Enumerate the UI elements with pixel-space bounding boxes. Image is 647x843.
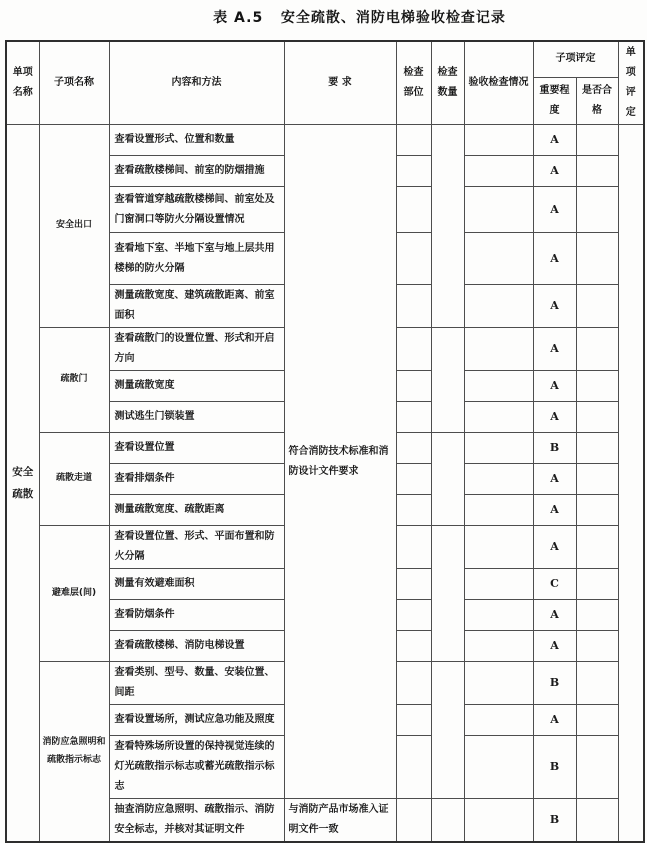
check-quantity-cell: [431, 799, 464, 843]
content-method-cell: 查看疏散楼梯、消防电梯设置: [109, 631, 284, 662]
qualified-cell: [576, 662, 618, 705]
item-name-cell: 安全疏散: [6, 125, 39, 843]
qualified-cell: [576, 285, 618, 328]
check-location-cell: [396, 569, 431, 600]
check-location-cell: [396, 371, 431, 402]
importance-cell: B: [533, 799, 576, 843]
importance-cell: B: [533, 736, 576, 799]
importance-cell: A: [533, 233, 576, 285]
importance-cell: A: [533, 371, 576, 402]
qualified-cell: [576, 371, 618, 402]
importance-cell: A: [533, 328, 576, 371]
content-method-cell: 测量疏散宽度: [109, 371, 284, 402]
check-location-cell: [396, 156, 431, 187]
header-row-1: [6, 41, 644, 77]
check-location-cell: [396, 705, 431, 736]
acceptance-status-cell: [464, 233, 533, 285]
check-location-cell: [396, 433, 431, 464]
check-quantity-cell: [431, 328, 464, 433]
item-eval-cell: [618, 125, 644, 843]
content-method-cell: 抽查消防应急照明、疏散指示、消防安全标志，并核对其证明文件: [109, 799, 284, 843]
content-method-cell: 查看类别、型号、数量、安装位置、间距: [109, 662, 284, 705]
importance-cell: A: [533, 495, 576, 526]
content-method-cell: 查看设置位置、形式、平面布置和防火分隔: [109, 526, 284, 569]
qualified-cell: [576, 705, 618, 736]
content-method-cell: 查看设置形式、位置和数量: [109, 125, 284, 156]
content-method-cell: 查看管道穿越疏散楼梯间、前室处及门窗洞口等防火分隔设置情况: [109, 187, 284, 233]
requirement-last-cell: 与消防产品市场准入证明文件一致: [284, 799, 396, 843]
check-location-cell: [396, 736, 431, 799]
check-location-cell: [396, 233, 431, 285]
col-header-check-quantity: 检查数量: [431, 41, 464, 125]
qualified-cell: [576, 433, 618, 464]
acceptance-status-cell: [464, 285, 533, 328]
qualified-cell: [576, 233, 618, 285]
acceptance-status-cell: [464, 402, 533, 433]
importance-cell: A: [533, 285, 576, 328]
acceptance-status-cell: [464, 371, 533, 402]
table-row: [6, 125, 644, 156]
content-method-cell: 查看疏散门的设置位置、形式和开启方向: [109, 328, 284, 371]
qualified-cell: [576, 464, 618, 495]
check-location-cell: [396, 495, 431, 526]
importance-cell: A: [533, 187, 576, 233]
qualified-cell: [576, 187, 618, 233]
acceptance-status-cell: [464, 495, 533, 526]
importance-cell: A: [533, 600, 576, 631]
acceptance-status-cell: [464, 433, 533, 464]
qualified-cell: [576, 736, 618, 799]
content-method-cell: 查看设置位置: [109, 433, 284, 464]
col-header-check-location: 检查部位: [396, 41, 431, 125]
check-quantity-cell: [431, 526, 464, 662]
check-location-cell: [396, 402, 431, 433]
subitem-name-cell: 消防应急照明和疏散指示标志: [39, 662, 109, 843]
acceptance-status-cell: [464, 631, 533, 662]
acceptance-status-cell: [464, 328, 533, 371]
check-location-cell: [396, 600, 431, 631]
importance-cell: A: [533, 631, 576, 662]
qualified-cell: [576, 156, 618, 187]
col-header-subitem-eval: 子项评定: [533, 41, 618, 77]
check-location-cell: [396, 631, 431, 662]
col-header-content-method: 内容和方法: [109, 41, 284, 125]
check-location-cell: [396, 662, 431, 705]
check-location-cell: [396, 526, 431, 569]
subitem-name-cell: 安全出口: [39, 125, 109, 328]
subitem-name-cell: 疏散走道: [39, 433, 109, 526]
importance-cell: A: [533, 464, 576, 495]
acceptance-status-cell: [464, 799, 533, 843]
check-location-cell: [396, 285, 431, 328]
content-method-cell: 查看特殊场所设置的保持视觉连续的灯光疏散指示标志或蓄光疏散指示标志: [109, 736, 284, 799]
importance-cell: A: [533, 402, 576, 433]
col-header-acceptance-status: 验收检查情况: [464, 41, 533, 125]
acceptance-status-cell: [464, 600, 533, 631]
importance-cell: A: [533, 125, 576, 156]
acceptance-status-cell: [464, 526, 533, 569]
check-location-cell: [396, 799, 431, 843]
acceptance-status-cell: [464, 705, 533, 736]
col-header-item-eval: 单项评定: [618, 41, 644, 125]
qualified-cell: [576, 328, 618, 371]
qualified-cell: [576, 402, 618, 433]
acceptance-status-cell: [464, 569, 533, 600]
content-method-cell: 查看疏散楼梯间、前室的防烟措施: [109, 156, 284, 187]
acceptance-status-cell: [464, 187, 533, 233]
importance-cell: A: [533, 156, 576, 187]
importance-cell: A: [533, 705, 576, 736]
check-location-cell: [396, 125, 431, 156]
qualified-cell: [576, 495, 618, 526]
content-method-cell: 查看设置场所，测试应急功能及照度: [109, 705, 284, 736]
content-method-cell: 测量疏散宽度、建筑疏散距离、前室面积: [109, 285, 284, 328]
col-header-qualified: 是否合格: [576, 77, 618, 124]
acceptance-status-cell: [464, 156, 533, 187]
inspection-record-table: [5, 40, 645, 843]
qualified-cell: [576, 569, 618, 600]
check-location-cell: [396, 187, 431, 233]
check-quantity-cell: [431, 125, 464, 328]
qualified-cell: [576, 631, 618, 662]
col-header-item-name: 单项名称: [6, 41, 39, 125]
content-method-cell: 测量疏散宽度、疏散距离: [109, 495, 284, 526]
content-method-cell: 测量有效避难面积: [109, 569, 284, 600]
requirement-cell: 符合消防技术标准和消防设计文件要求: [284, 125, 396, 799]
importance-cell: A: [533, 526, 576, 569]
check-location-cell: [396, 328, 431, 371]
qualified-cell: [576, 125, 618, 156]
content-method-cell: 查看排烟条件: [109, 464, 284, 495]
document-title: 表 A.5 安全疏散、消防电梯验收检查记录: [213, 10, 506, 26]
acceptance-status-cell: [464, 736, 533, 799]
qualified-cell: [576, 799, 618, 843]
importance-cell: C: [533, 569, 576, 600]
acceptance-status-cell: [464, 662, 533, 705]
check-quantity-cell: [431, 433, 464, 526]
col-header-requirement: 要 求: [284, 41, 396, 125]
check-quantity-cell: [431, 662, 464, 799]
content-method-cell: 测试逃生门锁装置: [109, 402, 284, 433]
acceptance-status-cell: [464, 464, 533, 495]
col-header-subitem-name: 子项名称: [39, 41, 109, 125]
importance-cell: B: [533, 662, 576, 705]
importance-cell: B: [533, 433, 576, 464]
subitem-name-cell: 疏散门: [39, 328, 109, 433]
check-location-cell: [396, 464, 431, 495]
content-method-cell: 查看防烟条件: [109, 600, 284, 631]
content-method-cell: 查看地下室、半地下室与地上层共用楼梯的防火分隔: [109, 233, 284, 285]
qualified-cell: [576, 526, 618, 569]
col-header-importance: 重要程度: [533, 77, 576, 124]
qualified-cell: [576, 600, 618, 631]
subitem-name-cell: 避难层(间): [39, 526, 109, 662]
acceptance-status-cell: [464, 125, 533, 156]
